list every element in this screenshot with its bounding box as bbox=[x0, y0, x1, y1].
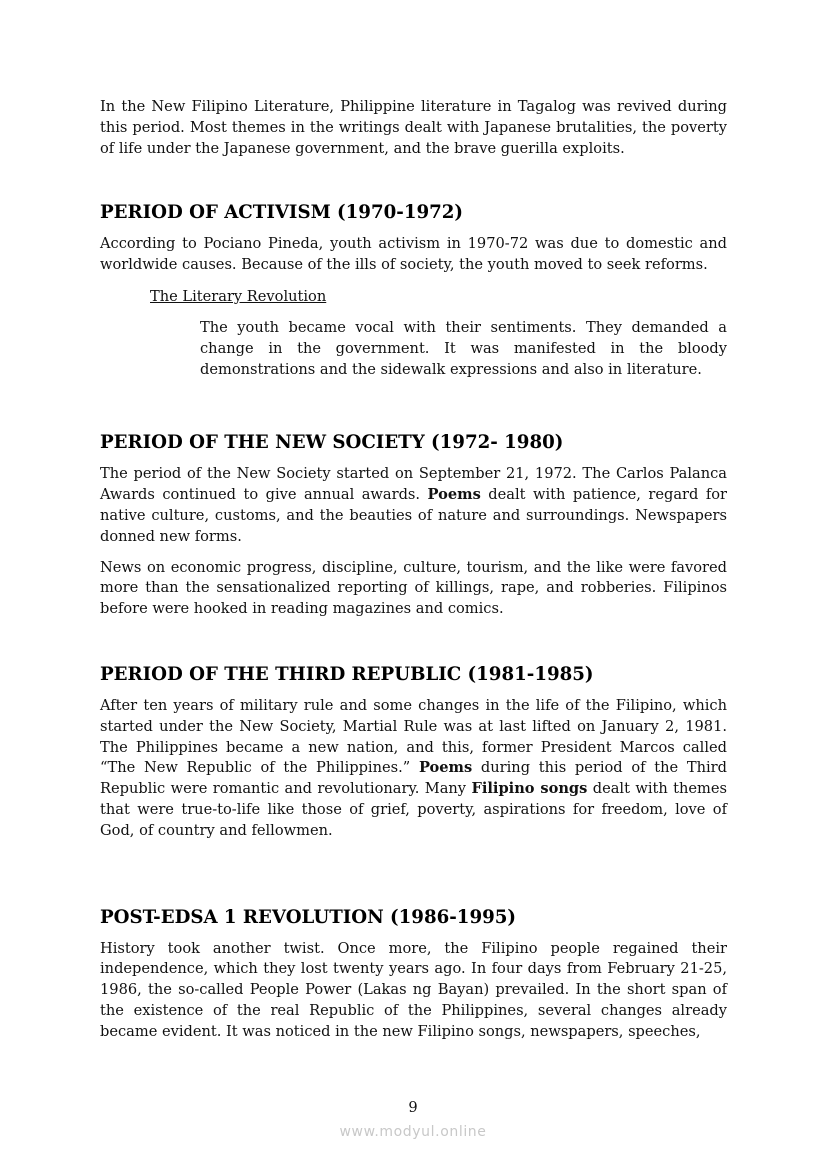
new-society-heading: PERIOD OF THE NEW SOCIETY (1972- 1980) bbox=[100, 432, 564, 454]
activism-paragraph: According to Pociano Pineda, youth activism in 1970-72 was due to domestic and worldwide causes. Because of the ills of society, the youth moved to seek reforms. bbox=[100, 235, 727, 274]
edsa-paragraph: History took another twist. Once more, the Filipino people regained their independence, which they lost twenty years ago. In four days from February 21-25, 1986, the so-called People Power (Lakas ng Bayan) prevailed. In the short span of the existence of the real Republic of the Philippines, several changes already became evident. It was noticed in the new Filipino songs, newspapers, speeches, bbox=[100, 939, 727, 1040]
new-society-paragraph-1: The period of the New Society started on September 21, 1972. The Carlos Palanca Awards continued to give annual awards. Poems dealt with patience, regard for native culture, customs, and the beauties of nature and surroundings. Newspapers donned new forms. bbox=[100, 465, 728, 545]
intro-paragraph: In the New Filipino Literature, Philippine literature in Tagalog was revived during this period. Most themes in the writings dealt with Japanese brutalities, the poverty of life under the Japanese government, and the brave guerilla exploits. bbox=[100, 98, 727, 157]
watermark: www.modyul.online bbox=[339, 1124, 487, 1140]
literary-revolution-subheading: The Literary Revolution bbox=[150, 287, 327, 305]
literary-revolution-paragraph: The youth became vocal with their sentiments. They demanded a change in the government. It was manifested in the bloody demonstrations and the sidewalk expressions and also in literature. bbox=[200, 318, 727, 378]
edsa-heading: POST-EDSA 1 REVOLUTION (1986-1995) bbox=[100, 906, 517, 928]
poems-bold: Poems bbox=[427, 486, 481, 504]
new-society-paragraph-2: News on economic progress, discipline, culture, tourism, and the like were favored more than the sensationalized reporting of killings, rape, and robberies. Filipinos before were hooked in reading magazines and comics. bbox=[100, 558, 727, 618]
poems-bold: Poems bbox=[418, 759, 473, 777]
third-republic-paragraph: After ten years of military rule and some changes in the life of the Filipino, which started under the New Society, Martial Rule was at last lifted on January 2, 1981. The Philippines became a new nation, and this, former President Marcos called “The New Republic of the Philippines.” Poems during this period of the Third Republic were romantic and revolutionary. Many Filipino songs dealt with themes that were true-to-life like those of grief, poverty, aspirations for freedom, love of God, of country and fellowmen. bbox=[100, 696, 728, 839]
page-content bbox=[100, 97, 727, 1043]
activism-heading: PERIOD OF ACTIVISM (1970-1972) bbox=[100, 202, 464, 224]
page-number: 9 bbox=[408, 1099, 418, 1116]
filipino-songs-bold: Filipino songs bbox=[471, 780, 588, 798]
third-republic-heading: PERIOD OF THE THIRD REPUBLIC (1981-1985) bbox=[100, 663, 594, 685]
